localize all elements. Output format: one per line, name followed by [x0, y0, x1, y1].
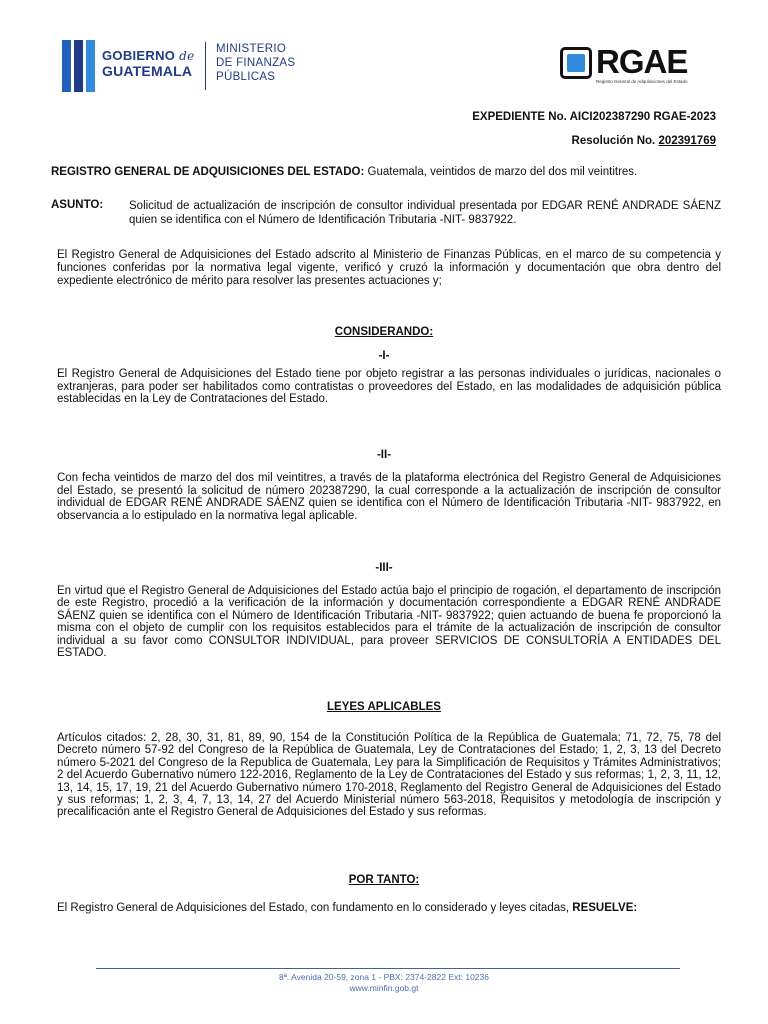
registro-bold: REGISTRO GENERAL DE ADQUISICIONES DEL ESTADO:	[51, 166, 365, 178]
gobierno-wordmark	[102, 48, 195, 79]
leyes-heading: LEYES APLICABLES	[327, 701, 441, 713]
considerando-paragraph-2: Con fecha veintidos de marzo del dos mil veintitres, a través de la plataforma electrónica del Registro General de Adquisiciones del Estado, se presentó la solicitud de número 202387290, la cual corresponde a la actualización de inscripción de consultor individual de EDGAR RENÉ ANDRADE SÁENZ quien se identifica con el Número de Identificación Tributaria -NIT- 9837922, en observancia a lo estipulado en la normativa legal aplicable.	[57, 472, 721, 522]
resolucion-value: 202391769	[658, 135, 716, 147]
footer-address: 8ª. Avenida 20-59, zona 1 - PBX: 2374-2822 Ext: 10236	[279, 972, 489, 982]
ministerio-line-2: DE FINANZAS	[216, 57, 296, 69]
gobierno-text: GOBIERNO	[102, 48, 176, 63]
portanto-text: El Registro General de Adquisiciones del Estado, con fundamento en lo considerado y leyes citadas,	[57, 902, 573, 914]
registro-date: Guatemala, veintidos de marzo del dos mil veintitres.	[364, 166, 638, 178]
registro-header-line	[51, 166, 637, 178]
footer-website-link[interactable]: www.minfin.gob.gt	[349, 983, 419, 993]
expediente-number: EXPEDIENTE No. AICI202387290 RGAE-2023	[472, 111, 716, 123]
rgae-square-icon	[560, 47, 592, 79]
resolucion-label: Resolución No.	[571, 135, 659, 147]
rgae-wordmark: RGAE	[596, 43, 688, 80]
logo-divider	[205, 42, 206, 90]
rgae-subtitle: Registro General de Adquisiciones del Estado	[596, 79, 688, 84]
ministerio-wordmark	[216, 42, 295, 84]
resolucion-number	[572, 135, 716, 147]
asunto-text: Solicitud de actualización de inscripción de consultor individual presentada por EDGAR RENÉ ANDRADE SÁENZ quien se identifica con el Número de Identificación Tributaria -NIT- 9837922.	[129, 200, 721, 226]
guatemala-text: GUATEMALA	[102, 63, 193, 79]
footer-divider	[96, 968, 680, 969]
guatemala-flag-icon	[62, 40, 96, 92]
gobierno-guatemala-logo	[62, 38, 322, 94]
intro-paragraph: El Registro General de Adquisiciones del Estado adscrito al Ministerio de Finanzas Públicas, en el marco de su competencia y funciones conferidas por la normativa legal vigente, verificó y cruzó la información y documentación que obra dentro del expediente electrónico de mérito para resolver las presentes actuaciones y;	[57, 249, 721, 287]
considerando-numeral-3: -III-	[375, 562, 393, 574]
considerando-paragraph-1: El Registro General de Adquisiciones del Estado tiene por objeto registrar a las personas individuales o jurídicas, nacionales o extranjeras, para poder ser habilitados como contratistas o proveedores del Estado, en las modalidades de adquisición pública establecidas en la Ley de Contrataciones del Estado.	[57, 368, 721, 405]
portanto-heading: POR TANTO:	[348, 874, 420, 886]
asunto-label: ASUNTO:	[51, 199, 104, 211]
resuelve-text: RESUELVE:	[572, 902, 638, 914]
ministerio-line-3: PÚBLICAS	[216, 71, 276, 83]
gobierno-de-text: de	[179, 49, 195, 63]
considerando-numeral-2: -II-	[376, 449, 392, 461]
rgae-logo	[560, 45, 706, 87]
considerando-paragraph-3: En virtud que el Registro General de Adquisiciones del Estado actúa bajo el principio de rogación, el departamento de inscripción de este Registro, procedió a la verificación de la información y documentación correspondiente a EDGAR RENÉ ANDRADE SÁENZ quien se identifica con el Número de Identificación Tributaria -NIT- 9837922; quien actuando de buena fe proporcionó la misma con el objeto de cumplir con los requisitos establecidos para el trámite de la actualización de inscripción de consultor individual a su favor como CONSULTOR INDIVIDUAL, para proveer SERVICIOS DE CONSULTORÍA A ENTIDADES DEL ESTADO.	[57, 585, 721, 660]
ministerio-line-1: MINISTERIO	[216, 43, 287, 55]
portanto-paragraph	[57, 902, 721, 914]
leyes-paragraph: Artículos citados: 2, 28, 30, 31, 81, 89, 90, 154 de la Constitución Política de la República de Guatemala; 71, 72, 75, 78 del Decreto número 57-92 del Congreso de la República de Guatemala, Ley de Contrataciones del Estado; 1, 2, 3, 13 del Decreto número 5-2021 del Congreso de la Republica de Guatemala, Ley para la Simplificación de Requisitos y Trámites Administrativos; 2 del Acuerdo Gubernativo número 122-2016, Reglamento de la Ley de Contrataciones del Estado y sus reformas; 1, 2, 3, 11, 12, 13, 14, 15, 17, 19, 21 del Acuerdo Gubernativo número 170-2018, Reglamento del Registro General de Adquisiciones del Estado y sus reformas; 1, 2, 3, 4, 7, 13, 14, 27 del Acuerdo Ministerial número 563-2018, Requisitos y metodología de inscripción y precalificación ante el Registro General de Adquisiciones del Estado y sus reformas.	[57, 732, 721, 819]
considerando-heading: CONSIDERANDO:	[334, 326, 434, 338]
considerando-numeral-1: -I-	[378, 350, 390, 362]
